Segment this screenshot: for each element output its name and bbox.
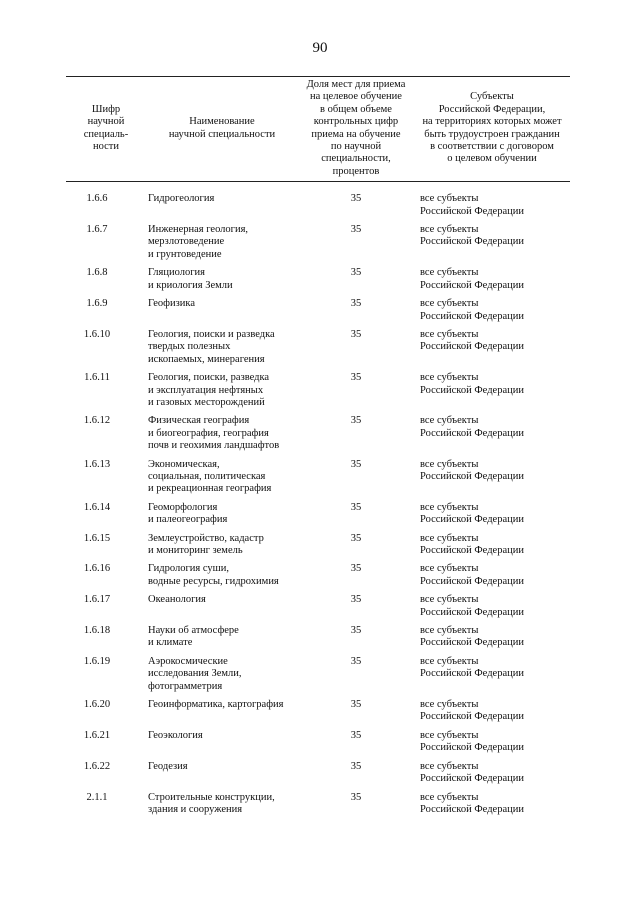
cell-share: 35 (350, 298, 362, 310)
cell-name: Геоинформатика, картография (148, 699, 284, 711)
table-row (66, 459, 570, 502)
table-row (66, 267, 570, 298)
header-share (298, 77, 414, 182)
cell-code: 2.1.1 (86, 791, 108, 803)
cell-code: 1.6.14 (83, 501, 111, 513)
cell-share: 35 (350, 791, 362, 803)
table-row (66, 224, 570, 267)
table-row (66, 656, 570, 699)
cell-regions: все субъекты Российской Федерации (420, 625, 524, 649)
cell-name: Землеустройство, кадастр и мониторинг земель (148, 532, 264, 556)
cell-code: 1.6.19 (83, 655, 111, 667)
cell-name: Гидрогеология (148, 193, 215, 205)
header-name-text: Наименование научной специальности (168, 116, 276, 140)
cell-name: Геофизика (148, 298, 195, 310)
header-regions-text: Субъекты Российской Федерации, на территориях которых может быть трудоустроен гражданин в соответствии с договором о целевом обучении (422, 91, 562, 165)
cell-code: 1.6.12 (83, 415, 111, 427)
cell-regions: все субъекты Российской Федерации (420, 699, 524, 723)
table-row (66, 182, 570, 224)
cell-name: Гляциология и криология Земли (148, 267, 233, 291)
cell-regions: все субъекты Российской Федерации (420, 532, 524, 556)
cell-share: 35 (350, 563, 362, 575)
table-row (66, 761, 570, 792)
table-row (66, 594, 570, 625)
cell-share: 35 (350, 594, 362, 606)
cell-regions: все субъекты Российской Федерации (420, 655, 524, 680)
cell-code: 1.6.8 (86, 267, 108, 279)
table-body (66, 182, 570, 823)
cell-share: 35 (350, 193, 362, 205)
cell-share: 35 (350, 224, 362, 236)
cell-regions: все субъекты Российской Федерации (420, 458, 524, 482)
cell-name: Гидрология суши, водные ресурсы, гидрохимия (148, 563, 279, 587)
cell-code: 1.6.9 (86, 298, 108, 310)
header-code-text: Шифр научной специаль- ности (83, 103, 129, 153)
cell-code: 1.6.15 (83, 532, 111, 544)
table-row (66, 625, 570, 656)
table-row (66, 415, 570, 458)
cell-name: Геоморфология и палеогеография (148, 501, 228, 526)
cell-code: 1.6.18 (83, 625, 111, 637)
cell-share: 35 (350, 501, 362, 513)
cell-regions: все субъекты Российской Федерации (420, 729, 524, 754)
cell-share: 35 (350, 699, 362, 711)
cell-regions: все субъекты Российской Федерации (420, 224, 524, 248)
cell-share: 35 (350, 655, 362, 667)
cell-share: 35 (350, 415, 362, 427)
table-row (66, 329, 570, 372)
cell-regions: все субъекты Российской Федерации (420, 791, 524, 815)
cell-code: 1.6.11 (84, 372, 110, 384)
cell-share: 35 (350, 760, 362, 772)
header-share-text: Доля мест для приема на целевое обучение в общем объеме контрольных цифр приема на обучение по научной специальности, процентов (306, 79, 406, 177)
cell-regions: все субъекты Российской Федерации (420, 372, 524, 396)
cell-code: 1.6.6 (86, 193, 108, 205)
cell-regions: все субъекты Российской Федерации (420, 760, 524, 785)
cell-name: Геоэкология (148, 729, 203, 741)
table-row (66, 533, 570, 564)
cell-name: Строительные конструкции, здания и сооружения (148, 791, 275, 815)
cell-regions: все субъекты Российской Федерации (420, 594, 524, 618)
cell-share: 35 (350, 458, 362, 470)
cell-share: 35 (350, 729, 362, 741)
cell-regions: все субъекты Российской Федерации (420, 298, 524, 322)
cell-code: 1.6.13 (83, 458, 111, 470)
table-row (66, 730, 570, 761)
cell-code: 1.6.17 (83, 594, 111, 606)
cell-name: Геология, поиски и разведка твердых полезных ископаемых, минерагения (148, 328, 275, 365)
cell-share: 35 (350, 328, 362, 340)
cell-regions: все субъекты Российской Федерации (420, 328, 524, 353)
specialties-table (66, 76, 570, 822)
cell-regions: все субъекты Российской Федерации (420, 501, 524, 526)
cell-code: 1.6.10 (83, 328, 111, 340)
cell-name: Геология, поиски, разведка и эксплуатация нефтяных и газовых месторождений (148, 372, 270, 408)
cell-name: Экономическая, социальная, политическая и рекреационная география (148, 458, 272, 495)
cell-regions: все субъекты Российской Федерации (420, 193, 524, 217)
cell-share: 35 (350, 625, 362, 637)
cell-code: 1.6.22 (83, 760, 111, 772)
cell-share: 35 (350, 532, 362, 544)
cell-name: Геодезия (148, 760, 188, 772)
table-row (66, 792, 570, 823)
cell-regions: все субъекты Российской Федерации (420, 267, 524, 291)
header-regions (414, 77, 570, 182)
cell-regions: все субъекты Российской Федерации (420, 415, 524, 439)
header-code (66, 77, 146, 182)
cell-name: Аэрокосмические исследования Земли, фотограмметрия (148, 655, 242, 692)
table-row (66, 502, 570, 533)
table-row (66, 699, 570, 730)
table-row (66, 372, 570, 415)
page-number: 90 (312, 40, 328, 56)
cell-code: 1.6.20 (83, 699, 111, 711)
cell-code: 1.6.21 (83, 729, 111, 741)
cell-regions: все субъекты Российской Федерации (420, 563, 524, 587)
table-header (66, 77, 570, 182)
cell-share: 35 (350, 267, 362, 279)
cell-name: Инженерная геология, мерзлотоведение и грунтоведение (148, 224, 249, 260)
cell-share: 35 (350, 372, 362, 384)
cell-name: Океанология (148, 594, 206, 606)
table-row (66, 563, 570, 594)
cell-code: 1.6.16 (83, 563, 111, 575)
header-name (146, 77, 298, 182)
cell-code: 1.6.7 (86, 224, 108, 236)
cell-name: Физическая география и биогеография, география почв и геохимия ландшафтов (148, 415, 280, 452)
cell-name: Науки об атмосфере и климате (148, 625, 239, 649)
table-row (66, 298, 570, 329)
